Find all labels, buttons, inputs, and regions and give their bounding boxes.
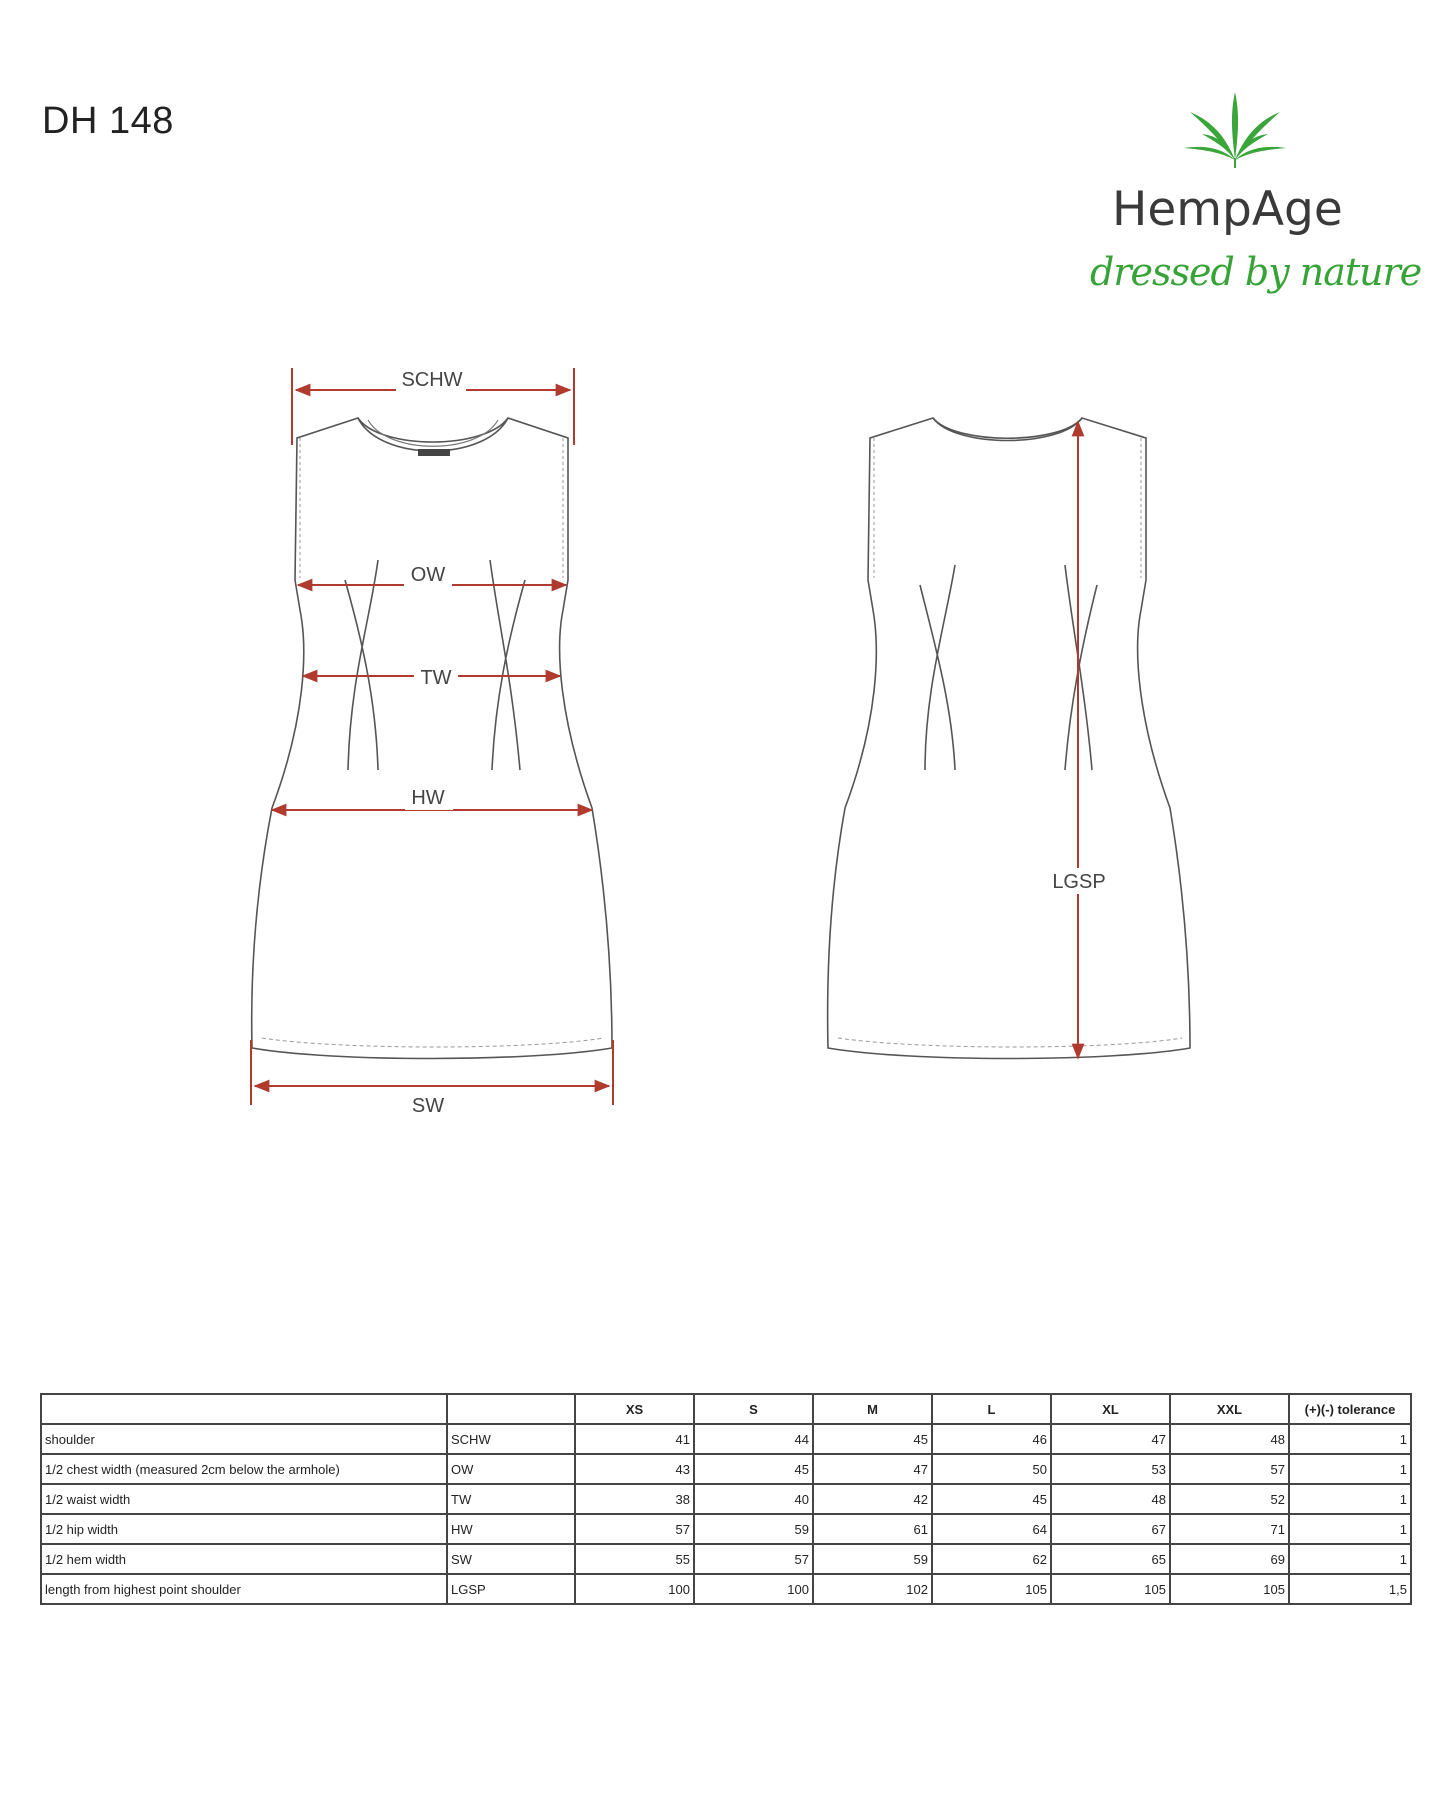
header-cell: S <box>694 1394 813 1424</box>
header-cell: (+)(-) tolerance <box>1289 1394 1411 1424</box>
table-cell: 43 <box>575 1454 694 1484</box>
table-row <box>41 1514 1411 1544</box>
back-dart-right <box>1065 565 1097 770</box>
row-description: length from highest point shoulder <box>41 1574 447 1604</box>
hemp-leaf-icon <box>1180 90 1290 170</box>
back-neckline <box>933 418 1082 438</box>
table-cell: 48 <box>1051 1484 1170 1514</box>
row-abbreviation: SW <box>447 1544 575 1574</box>
table-row <box>41 1454 1411 1484</box>
table-cell: 44 <box>694 1424 813 1454</box>
neck-label <box>418 449 450 456</box>
back-dart-left <box>920 565 955 770</box>
table-cell: 64 <box>932 1514 1051 1544</box>
table-cell: 65 <box>1051 1544 1170 1574</box>
table-row <box>41 1574 1411 1604</box>
row-abbreviation: LGSP <box>447 1574 575 1604</box>
tolerance-cell: 1 <box>1289 1454 1411 1484</box>
table-cell: 71 <box>1170 1514 1289 1544</box>
row-abbreviation: SCHW <box>447 1424 575 1454</box>
table-cell: 105 <box>1170 1574 1289 1604</box>
label-ow: OW <box>410 564 446 586</box>
table-cell: 61 <box>813 1514 932 1544</box>
brand-logo <box>1090 90 1422 340</box>
table-cell: 57 <box>694 1544 813 1574</box>
table-row <box>41 1484 1411 1514</box>
table-cell: 50 <box>932 1454 1051 1484</box>
header-cell: XS <box>575 1394 694 1424</box>
back-outline <box>828 418 1190 1059</box>
table-cell: 100 <box>694 1574 813 1604</box>
table-cell: 53 <box>1051 1454 1170 1484</box>
table-cell: 47 <box>813 1454 932 1484</box>
front-dart-left <box>345 560 378 770</box>
header-cell: XL <box>1051 1394 1170 1424</box>
table-cell: 102 <box>813 1574 932 1604</box>
table-header-row <box>41 1394 1411 1424</box>
row-abbreviation: TW <box>447 1484 575 1514</box>
tolerance-cell: 1,5 <box>1289 1574 1411 1604</box>
header-cell: M <box>813 1394 932 1424</box>
row-description: 1/2 hip width <box>41 1514 447 1544</box>
table-cell: 62 <box>932 1544 1051 1574</box>
label-lgsp: LGSP <box>1052 871 1106 893</box>
table-cell: 45 <box>932 1484 1051 1514</box>
front-view <box>252 418 612 1059</box>
table-row <box>41 1544 1411 1574</box>
row-abbreviation: HW <box>447 1514 575 1544</box>
table-cell: 46 <box>932 1424 1051 1454</box>
table-cell: 105 <box>1051 1574 1170 1604</box>
label-hw: HW <box>411 787 445 809</box>
brand-name: HempAge <box>1112 182 1343 237</box>
style-code: DH 148 <box>42 100 174 142</box>
table-cell: 69 <box>1170 1544 1289 1574</box>
table-cell: 48 <box>1170 1424 1289 1454</box>
table-cell: 100 <box>575 1574 694 1604</box>
size-chart-table <box>40 1393 1412 1605</box>
table-cell: 40 <box>694 1484 813 1514</box>
row-abbreviation: OW <box>447 1454 575 1484</box>
garment-diagram <box>0 350 1440 1130</box>
row-description: 1/2 chest width (measured 2cm below the armhole) <box>41 1454 447 1484</box>
table-cell: 67 <box>1051 1514 1170 1544</box>
front-outline <box>252 418 612 1059</box>
table-cell: 42 <box>813 1484 932 1514</box>
row-description: 1/2 waist width <box>41 1484 447 1514</box>
back-view <box>828 418 1190 1059</box>
tolerance-cell: 1 <box>1289 1514 1411 1544</box>
table-cell: 41 <box>575 1424 694 1454</box>
row-description: 1/2 hem width <box>41 1544 447 1574</box>
table-cell: 59 <box>813 1544 932 1574</box>
table-cell: 38 <box>575 1484 694 1514</box>
table-cell: 52 <box>1170 1484 1289 1514</box>
front-dart-right <box>490 560 525 770</box>
row-description: shoulder <box>41 1424 447 1454</box>
label-sw: SW <box>411 1095 445 1117</box>
table-cell: 105 <box>932 1574 1051 1604</box>
tolerance-cell: 1 <box>1289 1544 1411 1574</box>
table-cell: 45 <box>694 1454 813 1484</box>
table-row <box>41 1424 1411 1454</box>
table-cell: 45 <box>813 1424 932 1454</box>
label-schw: SCHW <box>401 369 463 391</box>
table-cell: 47 <box>1051 1424 1170 1454</box>
table-cell: 57 <box>1170 1454 1289 1484</box>
tolerance-cell: 1 <box>1289 1424 1411 1454</box>
table-cell: 59 <box>694 1514 813 1544</box>
table-cell: 57 <box>575 1514 694 1544</box>
table-cell: 55 <box>575 1544 694 1574</box>
tolerance-cell: 1 <box>1289 1484 1411 1514</box>
header-cell: L <box>932 1394 1051 1424</box>
label-tw: TW <box>420 667 452 689</box>
header-cell: XXL <box>1170 1394 1289 1424</box>
header-cell <box>447 1394 575 1424</box>
brand-slogan: dressed by nature <box>1090 250 1422 294</box>
header-cell <box>41 1394 447 1424</box>
